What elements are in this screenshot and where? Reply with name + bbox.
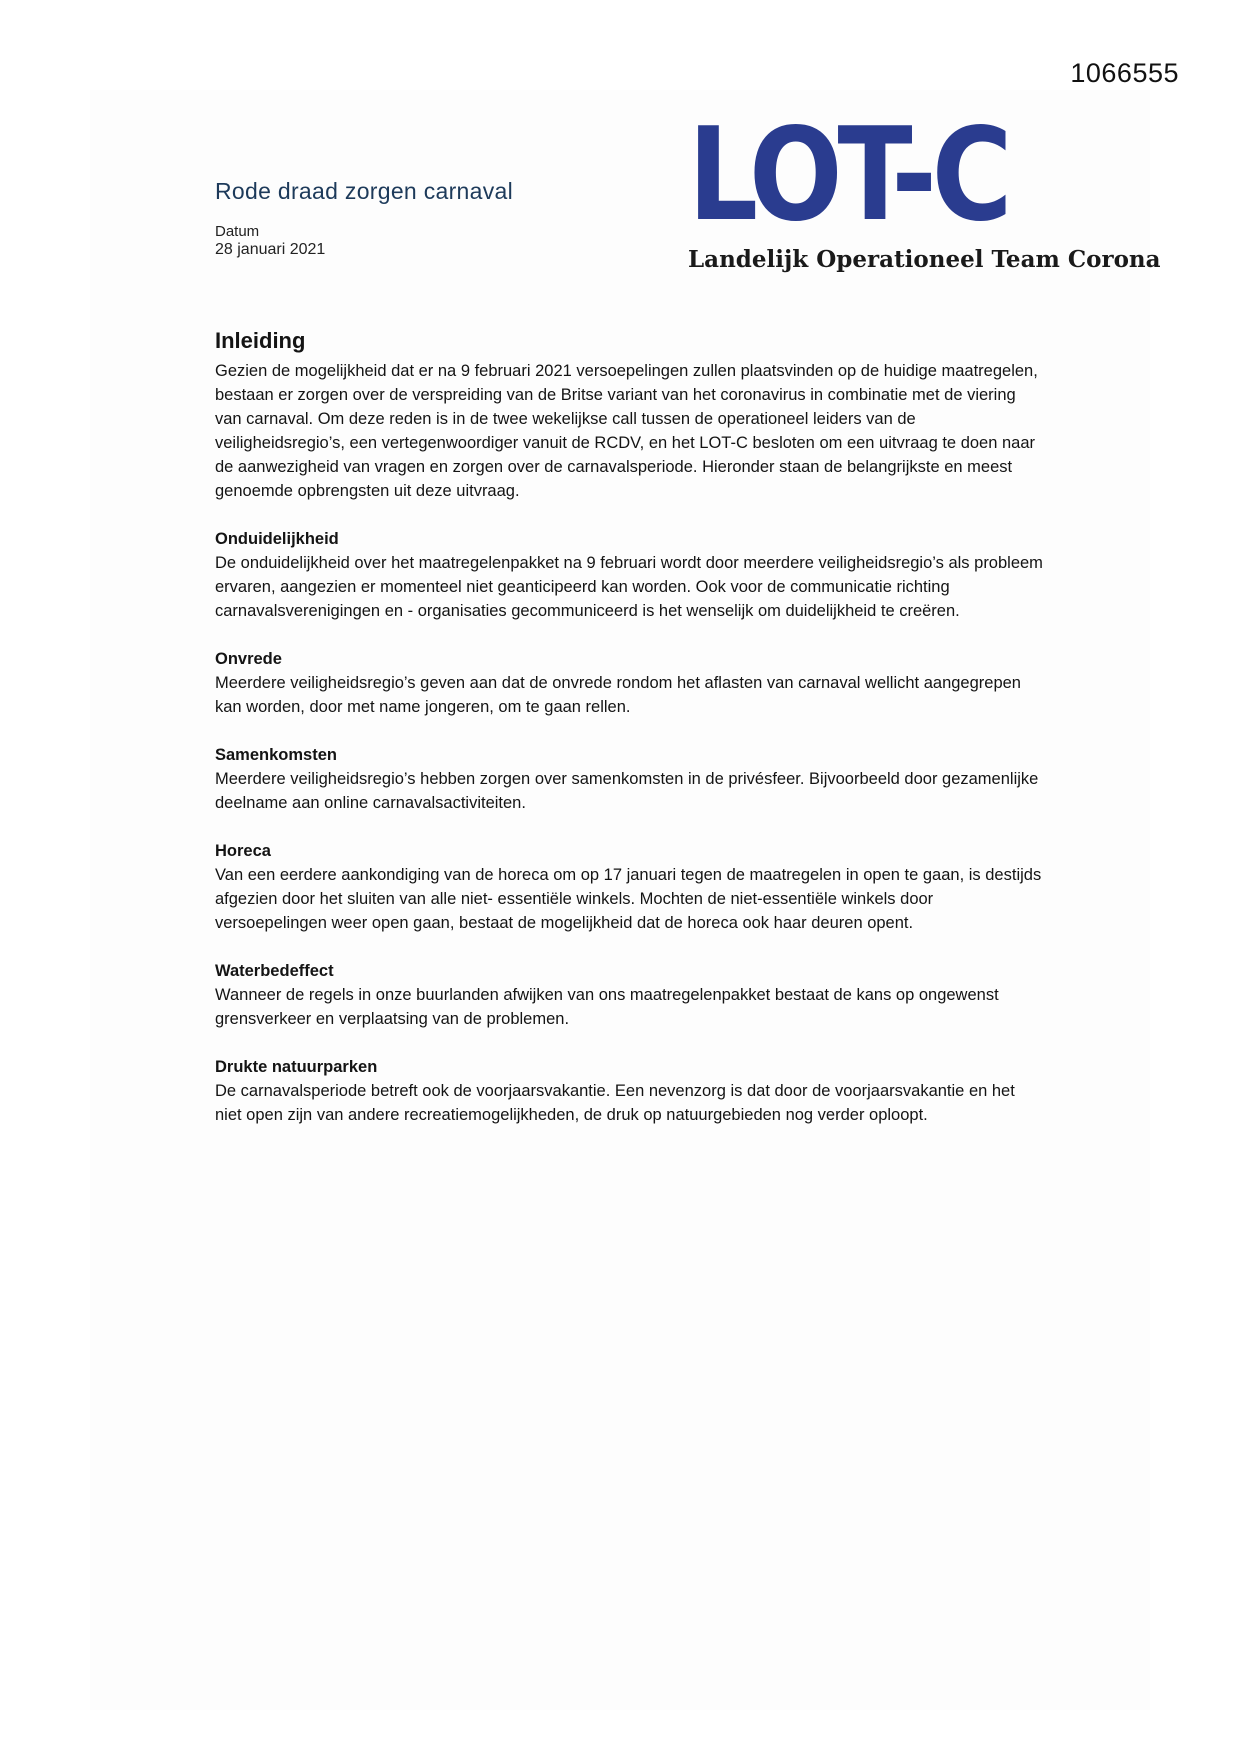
document-number: 1066555 <box>1070 58 1179 88</box>
intro-paragraph: Gezien de mogelijkheid dat er na 9 februari 2021 versoepelingen zullen plaatsvinden op de huidige maatregelen, bestaan er zorgen over de verspreiding van de Britse variant van het coronavirus in combinatie met de viering van carnaval. Om deze reden is in de twee wekelijkse call tussen de operationeel leiders van de veiligheidsregio’s, een vertegenwoordiger vanuit de RCDV, en het LOT-C besloten om een uitvraag te doen naar de aanwezigheid van vragen en zorgen over de carnavalsperiode. Hieronder staan de belangrijkste en meest genoemde opbrengsten uit deze uitvraag. <box>215 362 1038 500</box>
section-drukte-natuurparken <box>215 1055 1045 1127</box>
date-value: 28 januari 2021 <box>215 241 326 258</box>
section-horeca <box>215 839 1045 935</box>
section-paragraph: Meerdere veiligheidsregio’s hebben zorgen over samenkomsten in de privésfeer. Bijvoorbeeld door gezamenlijke deelname aan online carnavalsactiviteiten. <box>215 770 1039 812</box>
section-heading: Horeca <box>215 842 271 860</box>
section-waterbedeffect <box>215 959 1045 1031</box>
logo-mark: LOT-C <box>688 101 1008 250</box>
intro-heading: Inleiding <box>215 328 306 353</box>
logo-subtitle: Landelijk Operationeel Team Corona <box>688 246 1161 273</box>
document-title: Rode draad zorgen carnaval <box>215 178 514 204</box>
section-onvrede <box>215 647 1045 719</box>
section-heading: Onvrede <box>215 650 282 668</box>
section-onduidelijkheid <box>215 527 1045 623</box>
section-heading: Drukte natuurparken <box>215 1058 378 1076</box>
section-samenkomsten <box>215 743 1045 815</box>
section-paragraph: Meerdere veiligheidsregio’s geven aan dat de onvrede rondom het aflasten van carnaval wellicht aangegrepen kan worden, door met name jongeren, om te gaan rellen. <box>215 674 1021 716</box>
date-label: Datum <box>215 223 260 240</box>
section-heading: Samenkomsten <box>215 746 337 764</box>
section-paragraph: Van een eerdere aankondiging van de horeca om op 17 januari tegen de maatregelen in open te gaan, is destijds afgezien door het sluiten van alle niet- essentiële winkels. Mochten de niet-essentiële winkels door versoepelingen weer open gaan, bestaat de mogelijkheid dat de horeca ook haar deuren opent. <box>215 866 1042 932</box>
section-heading: Waterbedeffect <box>215 962 334 980</box>
section-heading: Onduidelijkheid <box>215 530 339 548</box>
section-paragraph: De onduidelijkheid over het maatregelenpakket na 9 februari wordt door meerdere veiligheidsregio’s als probleem ervaren, aangezien er momenteel niet geanticipeerd kan worden. Ook voor de communicatie richting carnavalsverenigingen en - organisaties gecommuniceerd is het wenselijk om duidelijkheid te creëren. <box>215 554 1043 620</box>
section-paragraph: De carnavalsperiode betreft ook de voorjaarsvakantie. Een nevenzorg is dat door de voorjaarsvakantie en het niet open zijn van andere recreatiemogelijkheden, de druk op natuurgebieden nog verder oploopt. <box>215 1082 1015 1124</box>
lotc-logo <box>688 101 1161 273</box>
document-body <box>215 327 1045 1127</box>
section-paragraph: Wanneer de regels in onze buurlanden afwijken van ons maatregelenpakket bestaat de kans op ongewenst grensverkeer en verplaatsing van de problemen. <box>215 986 999 1028</box>
